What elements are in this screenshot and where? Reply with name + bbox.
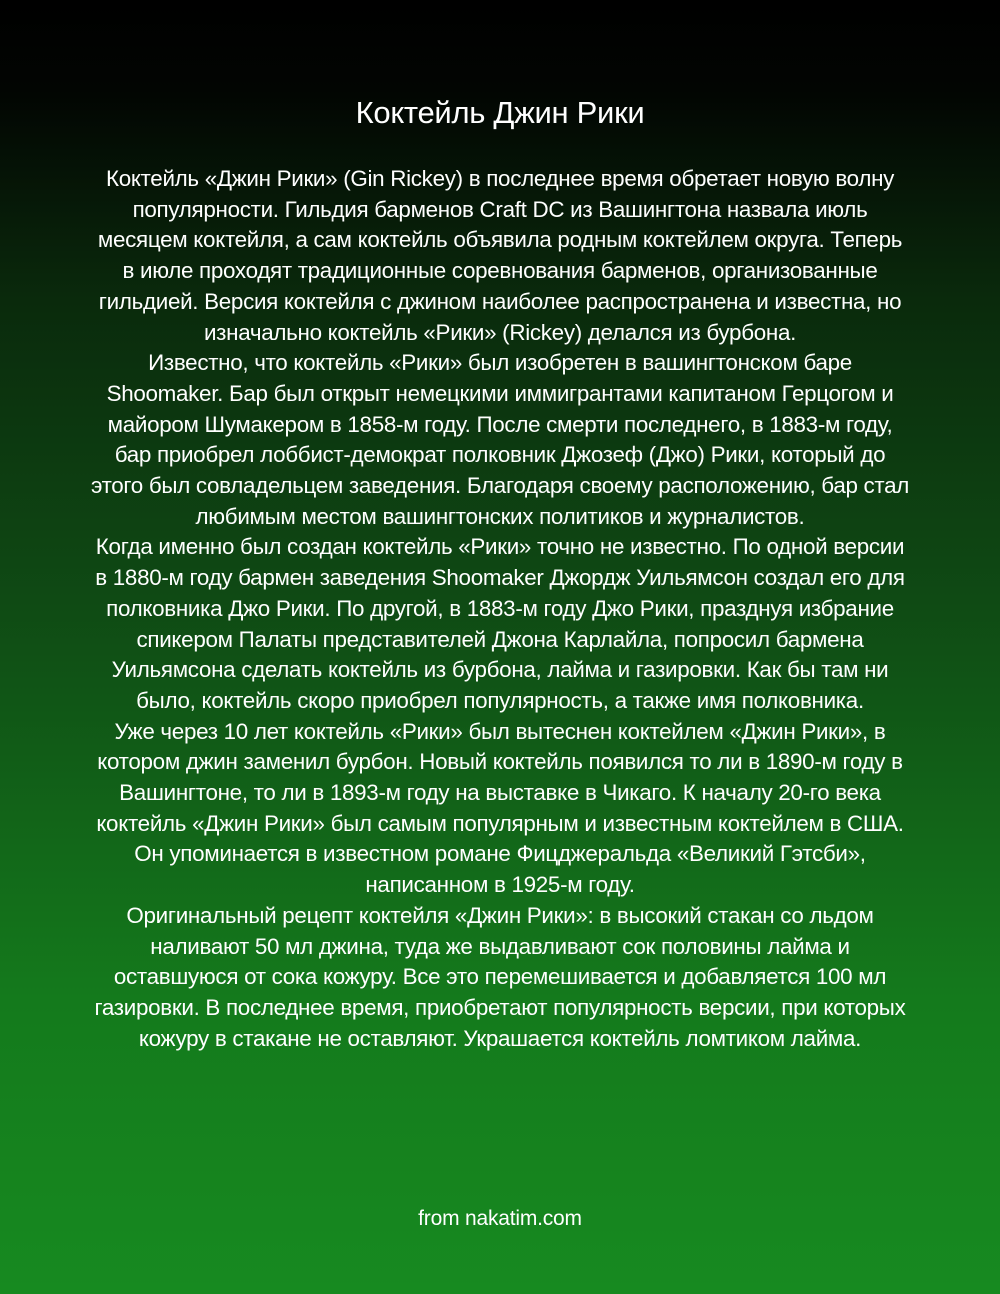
source-credit: from nakatim.com	[418, 1207, 582, 1230]
paragraph-4: Уже через 10 лет коктейль «Рики» был вытеснен коктейлем «Джин Рики», в котором джин заменил бурбон. Новый коктейль появился то ли в 1890-м году в Вашингтоне, то ли в 1893-м году на выставке в Чикаго. К началу 20-го века коктейль «Джин Рики» был самым популярным и известным коктейлем в США. Он упоминается в известном романе Фицджеральда «Великий Гэтсби», написанном в 1925-м году.	[96, 718, 904, 898]
paragraph-5: Оригинальный рецепт коктейля «Джин Рики»: в высокий стакан со льдом наливают 50 мл джина, туда же выдавливают сок половины лайма и оставшуюся от сока кожуру. Все это перемешивается и добавляется 100 мл газировки. В последнее время, приобретают популярность версии, при которых кожуру в стакане не оставляют. Украшается коктейль ломтиком лайма.	[94, 902, 906, 1051]
paragraph-2: Известно, что коктейль «Рики» был изобретен в вашингтонском баре Shoomaker. Бар был открыт немецкими иммигрантами капитаном Герцогом и майором Шумакером в 1858-м году. После смерти последнего, в 1883-м году, бар приобрел лоббист-демократ полковник Джозеф (Джо) Рики, который до этого был совладельцем заведения. Благодаря своему расположению, бар стал любимым местом вашингтонских политиков и журналистов.	[90, 350, 910, 529]
paragraph-3: Когда именно был создан коктейль «Рики» точно не известно. По одной версии в 1880-м году бармен заведения Shoomaker Джордж Уильямсон создал его для полковника Джо Рики. По другой, в 1883-м году Джо Рики, празднуя избрание спикером Палаты представителей Джона Карлайла, попросил бармена Уильямсона сделать коктейль из бурбона, лайма и газировки. Как бы там ни было, коктейль скоро приобрел популярность, а также имя полковника.	[95, 534, 905, 713]
paragraph-1: Коктейль «Джин Рики» (Gin Rickey) в последнее время обретает новую волну популярности. Гильдия барменов Craft DC из Вашингтона назвала июль месяцем коктейля, а сам коктейль объявила родным коктейлем округа. Теперь в июле проходят традиционные соревнования барменов, организованные гильдией. Версия коктейля с джином наиболее распространена и известна, но изначально коктейль «Рики» (Rickey) делался из бурбона.	[97, 166, 903, 345]
article-body	[90, 164, 910, 1054]
page-title: Коктейль Джин Рики	[355, 95, 645, 130]
